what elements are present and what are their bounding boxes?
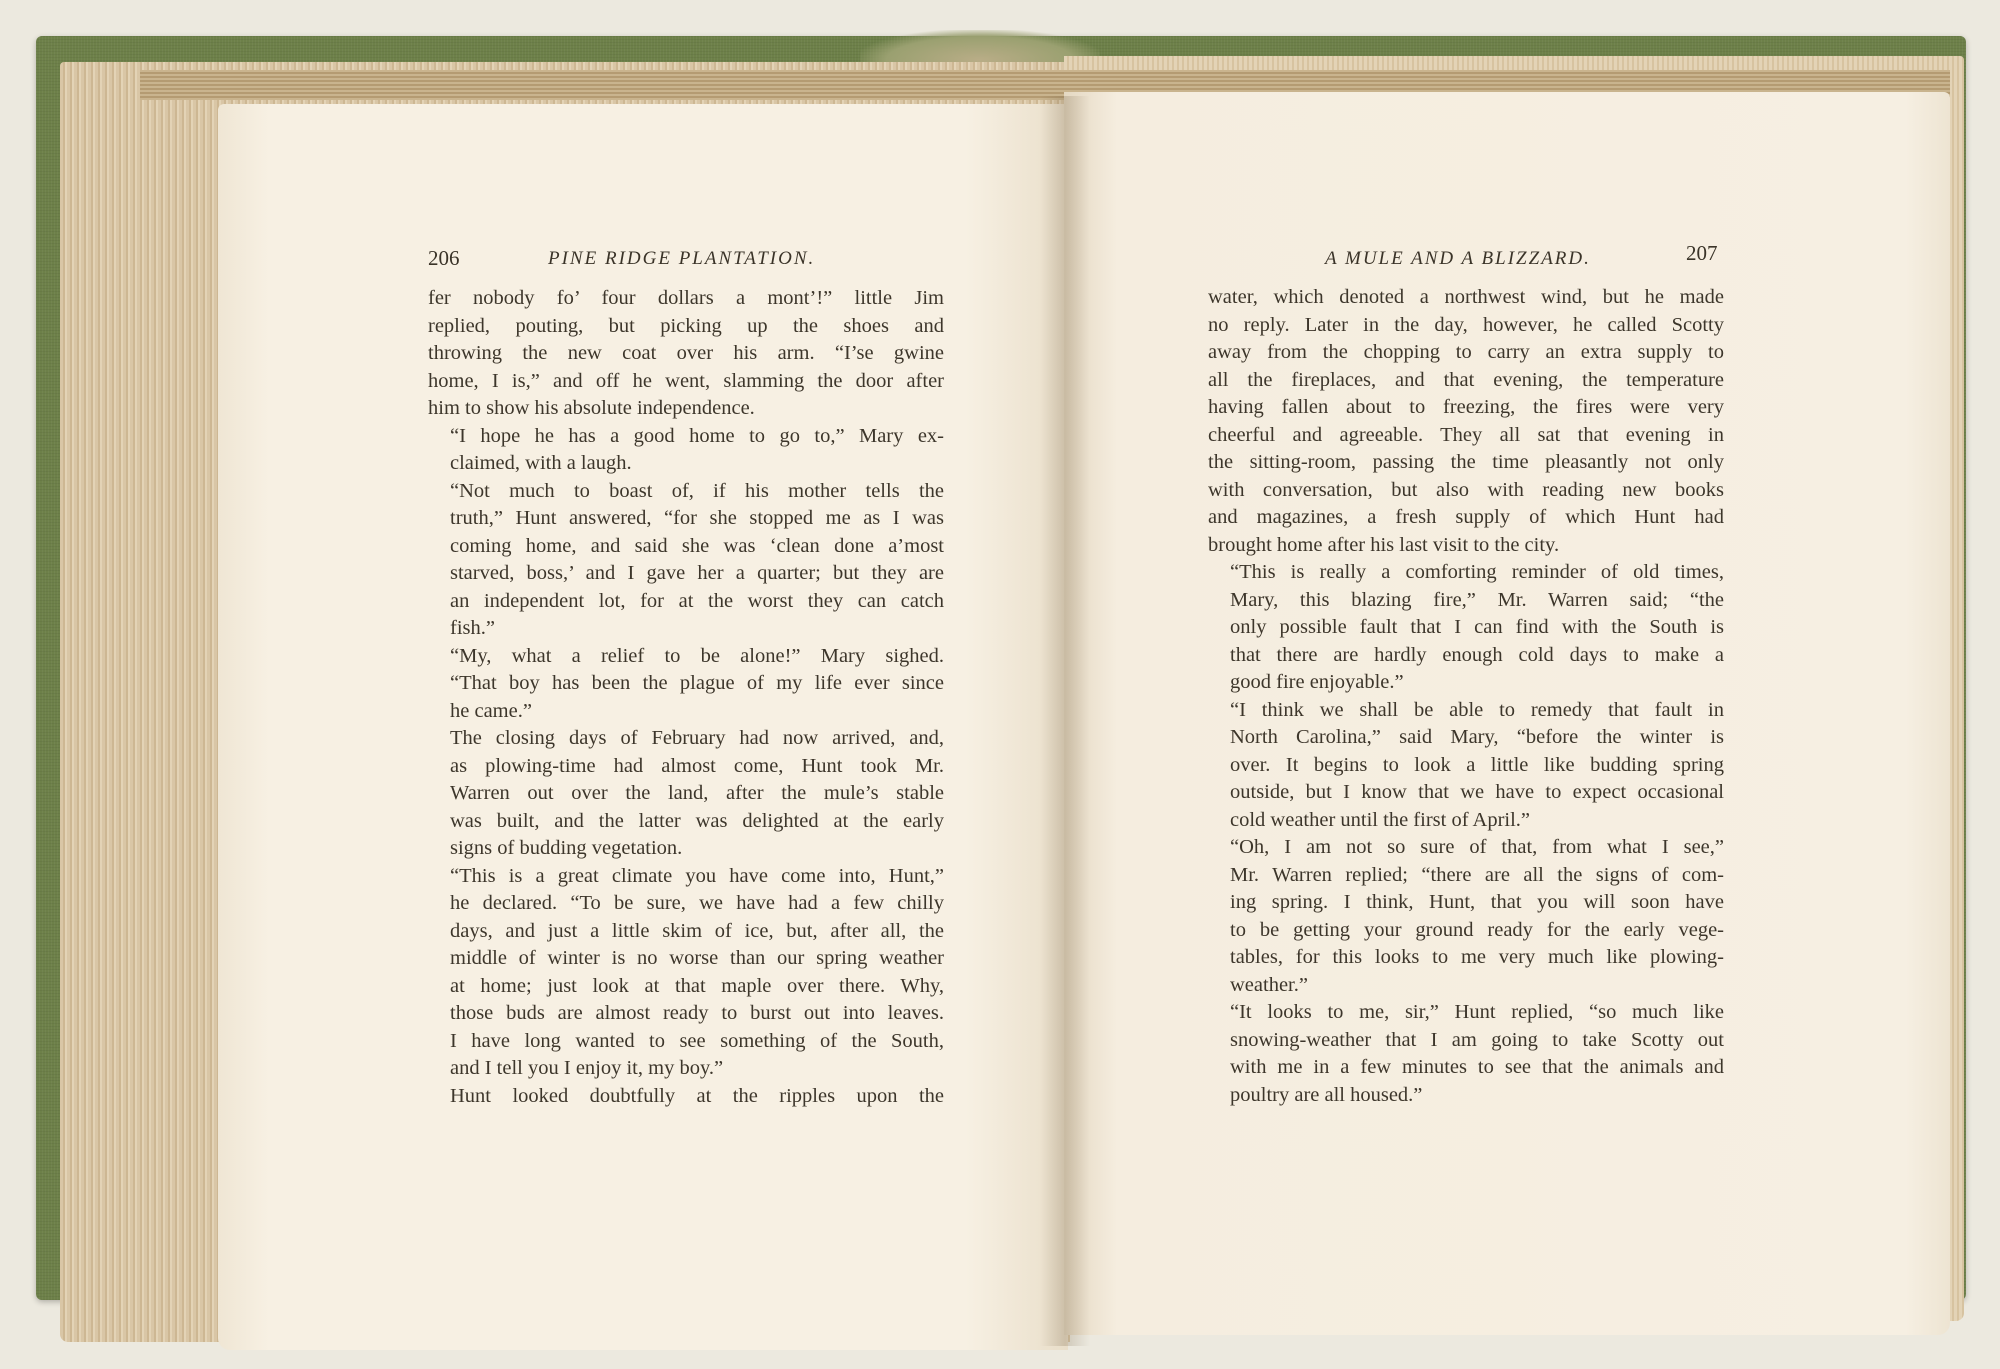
text-line: “My, what a relief to be alone!” Mary sighed. (450, 644, 944, 667)
right-running-head: A MULE AND A BLIZZARD. (1325, 248, 1591, 269)
paragraph (1208, 697, 1724, 835)
text-line: truth,” Hunt answered, “for she stopped me as I was (450, 507, 944, 529)
text-line: and I tell you I enjoy it, my boy.” (450, 1057, 724, 1079)
text-line: with me in a few minutes to see that the animals and (1230, 1056, 1724, 1078)
text-line: The closing days of February had now arrived, and, (450, 727, 944, 749)
text-line: water, which denoted a northwest wind, but he made (1208, 286, 1724, 308)
text-line: “Oh, I am not so sure of that, from what I see,” (1230, 836, 1724, 858)
text-line: Hunt looked doubtfully at the ripples upon the (450, 1084, 944, 1107)
text-line: starved, boss,’ and I gave her a quarter; but they are (450, 562, 944, 584)
text-line: tables, for this looks to me very much like plowing- (1230, 946, 1724, 968)
text-line: claimed, with a laugh. (450, 452, 632, 474)
text-line: “I hope he has a good home to go to,” Mary ex- (450, 424, 944, 447)
text-line: he came.” (450, 699, 532, 722)
text-line: fer nobody fo’ four dollars a mont’!” little Jim (428, 287, 944, 309)
text-line: outside, but I know that we have to expect occasional (1230, 781, 1724, 803)
text-line: replied, pouting, but picking up the shoes and (428, 314, 944, 337)
text-line: throwing the new coat over his arm. “I’se gwine (428, 342, 944, 364)
text-line: middle of winter is no worse than our spring weather (450, 947, 944, 969)
text-line: brought home after his last visit to the city. (1208, 533, 1560, 556)
text-line: to be getting your ground ready for the early vege- (1230, 918, 1724, 941)
text-line: over. It begins to look a little like budding spring (1230, 753, 1724, 776)
text-line: Mary, this blazing fire,” Mr. Warren said; “the (1230, 588, 1724, 611)
paragraph (1208, 834, 1724, 999)
text-line: Mr. Warren replied; “there are all the signs of com- (1230, 863, 1724, 886)
text-line: poultry are all housed.” (1230, 1083, 1423, 1106)
paragraph (428, 478, 944, 643)
paragraph (1208, 559, 1724, 697)
text-line: him to show his absolute independence. (428, 397, 755, 419)
text-line: Warren out over the land, after the mule’s stable (450, 782, 944, 804)
paragraph (1208, 284, 1724, 559)
right-page-body (1208, 284, 1724, 1109)
text-line: good fire enjoyable.” (1230, 671, 1404, 693)
text-line: those buds are almost ready to burst out into leaves. (450, 1002, 944, 1024)
paragraph (428, 423, 944, 478)
text-line: days, and just a little skim of ice, but, after all, the (450, 919, 944, 942)
text-line: snowing-weather that I am going to take Scotty out (1230, 1028, 1724, 1051)
text-line: cheerful and agreeable. They all sat that evening in (1208, 423, 1724, 446)
book-gutter (1040, 96, 1090, 1346)
text-line: home, I is,” and off he went, slamming the door after (428, 369, 944, 392)
text-line: the sitting-room, passing the time pleasantly not only (1208, 451, 1724, 473)
paragraph (428, 1083, 944, 1111)
text-line: “This is a great climate you have come into, Hunt,” (450, 864, 944, 887)
left-page-body (428, 285, 944, 1110)
text-line: he declared. “To be sure, we have had a few chilly (450, 892, 944, 914)
text-line: signs of budding vegetation. (450, 837, 683, 859)
paragraph (428, 285, 944, 423)
text-line: I have long wanted to see something of the South, (450, 1029, 944, 1052)
text-line: cold weather until the first of April.” (1230, 808, 1531, 831)
text-line: having fallen about to freezing, the fires were very (1208, 396, 1724, 418)
text-line: as plowing-time had almost come, Hunt took Mr. (450, 754, 944, 777)
text-line: with conversation, but also with reading new books (1208, 478, 1724, 501)
text-line: away from the chopping to carry an extra supply to (1208, 341, 1724, 363)
text-line: “Not much to boast of, if his mother tells the (450, 479, 944, 502)
text-line: and magazines, a fresh supply of which Hunt had (1208, 506, 1724, 528)
text-line: North Carolina,” said Mary, “before the winter is (1230, 726, 1724, 748)
text-line: was built, and the latter was delighted at the early (450, 809, 944, 832)
text-line: “This is really a comforting reminder of old times, (1230, 561, 1724, 583)
right-page-number: 207 (1686, 241, 1718, 265)
text-line: that there are hardly enough cold days to make a (1230, 643, 1724, 666)
text-line: only possible fault that I can find with the South is (1230, 616, 1724, 638)
text-line: coming home, and said she was ‘clean done a’most (450, 534, 944, 557)
text-line: weather.” (1230, 973, 1308, 996)
paragraph (428, 863, 944, 1083)
paragraph (428, 725, 944, 863)
text-line: “I think we shall be able to remedy that fault in (1230, 698, 1724, 721)
text-line: all the fireplaces, and that evening, the temperature (1208, 368, 1724, 391)
text-line: no reply. Later in the day, however, he called Scotty (1208, 313, 1724, 336)
text-line: fish.” (450, 617, 495, 639)
paragraph (428, 643, 944, 726)
text-line: ing spring. I think, Hunt, that you will soon have (1230, 891, 1724, 913)
text-line: an independent lot, for at the worst they can catch (450, 589, 944, 612)
left-page-number: 206 (428, 246, 460, 270)
left-running-head: PINE RIDGE PLANTATION. (548, 248, 816, 269)
paragraph (1208, 999, 1724, 1109)
text-line: at home; just look at that maple over there. Why, (450, 974, 944, 997)
text-line: “That boy has been the plague of my life ever since (450, 672, 944, 694)
text-line: “It looks to me, sir,” Hunt replied, “so much like (1230, 1001, 1724, 1023)
